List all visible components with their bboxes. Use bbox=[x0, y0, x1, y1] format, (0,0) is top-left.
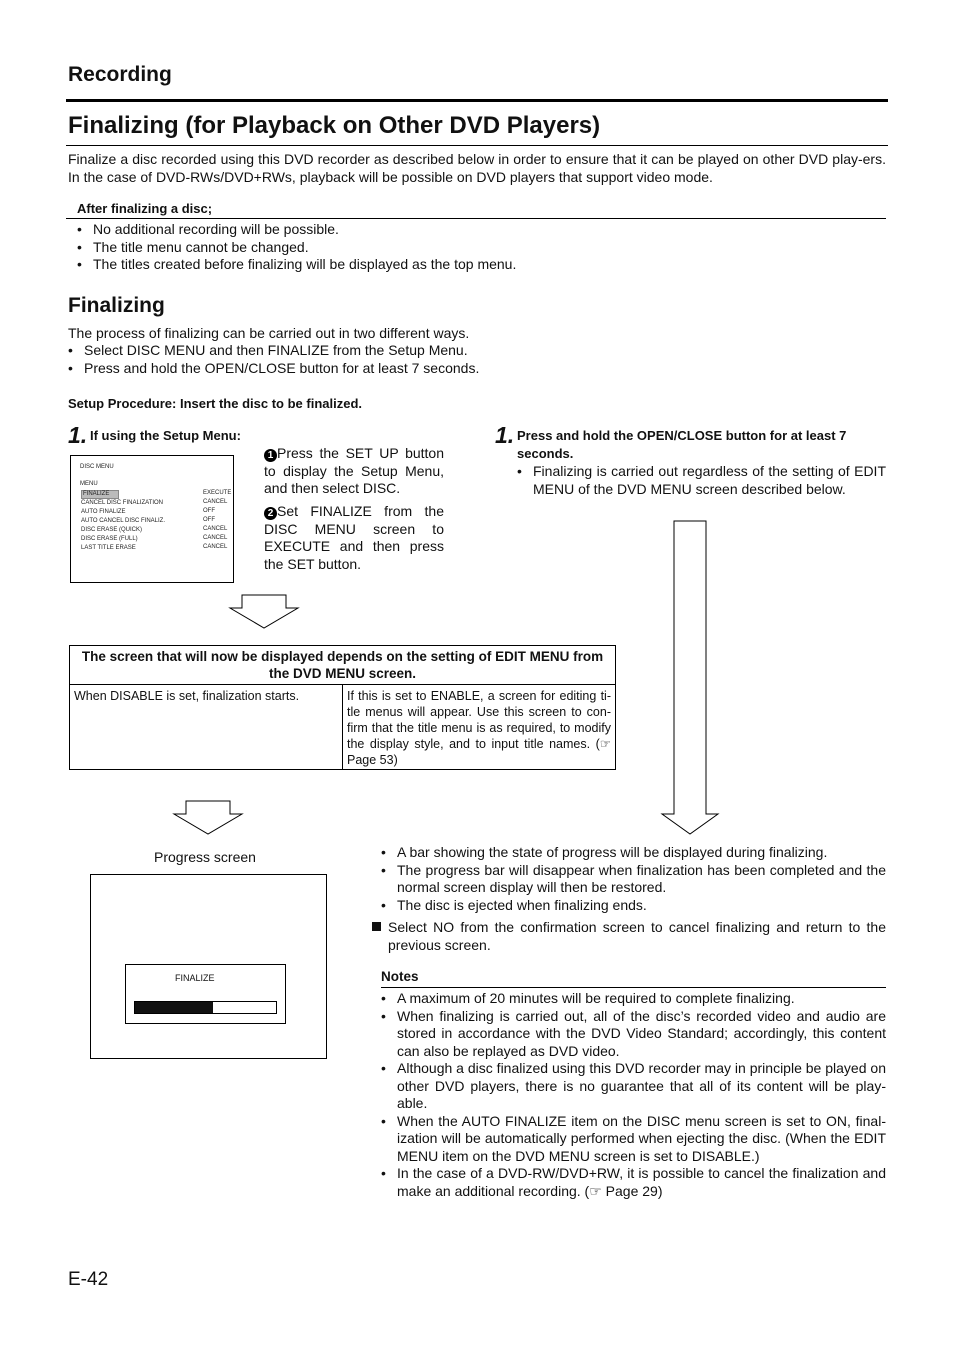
step-number-right: 1. bbox=[495, 422, 515, 448]
edit-menu-enable-cell: If this is set to ENABLE, a screen for editing ti-tle menus will appear. Use this screen to con-firm that the title menu is as required, to modify the display style, and to input title names. (☞ Page 53) bbox=[347, 689, 611, 767]
menu-item: AUTO CANCEL DISC FINALIZ. bbox=[81, 518, 166, 524]
sub-step-1 bbox=[264, 445, 444, 498]
sub-step-2-text: Set FINALIZE from the DISC MENU screen to EXECUTE and then press the SET button. bbox=[264, 503, 444, 572]
down-arrow-icon bbox=[172, 800, 244, 836]
list-item: • Although a disc finalized using this DVD recorder may in principle be played on other DVD players, there is no guarantee that all of its content will be play-able. bbox=[381, 1060, 886, 1113]
section-label: Recording bbox=[68, 63, 172, 86]
setup-procedure-heading: Setup Procedure: Insert the disc to be finalized. bbox=[68, 396, 362, 411]
finalizing-heading: Finalizing bbox=[68, 294, 165, 317]
disc-menu-label: MENU bbox=[80, 481, 98, 487]
progress-bar-fill bbox=[135, 1002, 213, 1013]
table-divider bbox=[342, 685, 343, 769]
progress-info-list bbox=[381, 844, 886, 914]
edit-menu-table-heading: The screen that will now be displayed depends on the setting of EDIT MENU from the DVD MENU screen. bbox=[70, 646, 615, 685]
header-rule bbox=[66, 99, 888, 102]
menu-item: DISC ERASE (QUICK) bbox=[81, 527, 143, 533]
menu-item: DISC ERASE (FULL) bbox=[81, 536, 138, 542]
page-number: E-42 bbox=[68, 1269, 109, 1290]
cancel-note bbox=[372, 919, 886, 954]
notes-heading: Notes bbox=[381, 969, 419, 984]
sub-step-2 bbox=[264, 503, 444, 573]
finalize-dialog-title: FINALIZE bbox=[175, 973, 215, 983]
menu-value: CANCEL bbox=[203, 544, 228, 550]
menu-value: CANCEL bbox=[203, 526, 228, 532]
menu-value: CANCEL bbox=[203, 499, 228, 505]
progress-bar bbox=[134, 1001, 277, 1014]
menu-item: LAST TITLE ERASE bbox=[81, 545, 136, 551]
after-finalizing-rule bbox=[66, 218, 886, 219]
list-item: • A maximum of 20 minutes will be required to complete finalizing. bbox=[381, 990, 886, 1008]
menu-value: OFF bbox=[203, 508, 215, 514]
step-label-right: Press and hold the OPEN/CLOSE button for at least 7 seconds. bbox=[517, 428, 847, 461]
list-item: • When finalizing is carried out, all of the disc’s recorded video and audio are stored in accordance with the DVD Video Standard; accordingly, this content can also be replayed as DVD video. bbox=[381, 1008, 886, 1061]
sub-step-1-text: Press the SET UP button to display the Setup Menu, and then select DISC. bbox=[264, 445, 444, 496]
list-item: • When the AUTO FINALIZE item on the DISC menu screen is set to ON, final-ization will be automatically performed when ejecting the disc. (When the EDIT MENU item on the DVD MENU screen is set to DISABLE.) bbox=[381, 1113, 886, 1166]
list-item: • The titles created before finalizing will be displayed as the top menu. bbox=[77, 256, 877, 274]
menu-item-finalize: FINALIZE bbox=[81, 490, 119, 499]
list-item: • The progress bar will disappear when finalization has been completed and the normal screen display will then be restored. bbox=[381, 862, 886, 897]
square-bullet-icon bbox=[372, 922, 381, 931]
menu-value: CANCEL bbox=[203, 535, 228, 541]
step-right-notes bbox=[517, 463, 886, 498]
progress-screen-label: Progress screen bbox=[154, 849, 256, 865]
disc-menu-title: DISC MENU bbox=[80, 464, 114, 470]
finalizing-methods-list bbox=[68, 342, 479, 377]
list-item: • A bar showing the state of progress will be displayed during finalizing. bbox=[381, 844, 886, 862]
list-item: • Press and hold the OPEN/CLOSE button for at least 7 seconds. bbox=[68, 360, 479, 378]
down-arrow-icon bbox=[228, 594, 300, 630]
notes-list bbox=[381, 990, 886, 1200]
list-item: • Select DISC MENU and then FINALIZE from the Setup Menu. bbox=[68, 342, 479, 360]
disc-menu-screen bbox=[70, 455, 234, 583]
intro-paragraph: Finalize a disc recorded using this DVD recorder as described below in order to ensure that it can be played on other DVD play-ers. In the case of DVD-RWs/DVD+RWs, playback will be possible on DVD players that support video mode. bbox=[68, 151, 886, 185]
list-item: • No additional recording will be possible. bbox=[77, 221, 877, 239]
circled-number-2-icon: 2 bbox=[264, 507, 277, 520]
cancel-note-text: Select NO from the confirmation screen to cancel finalizing and return to the previous screen. bbox=[388, 919, 886, 953]
list-item: • Finalizing is carried out regardless of the setting of EDIT MENU of the DVD MENU screen described below. bbox=[517, 463, 886, 498]
edit-menu-table bbox=[69, 645, 616, 770]
list-item: • The disc is ejected when finalizing ends. bbox=[381, 897, 886, 915]
step-number-left: 1. bbox=[68, 422, 88, 448]
after-finalizing-heading: After finalizing a disc; bbox=[77, 201, 213, 216]
list-item: • The title menu cannot be changed. bbox=[77, 239, 877, 257]
list-item: • In the case of a DVD-RW/DVD+RW, it is possible to cancel the finalization and make an additional recording. (☞ Page 29) bbox=[381, 1165, 886, 1200]
long-down-arrow-icon bbox=[660, 520, 720, 836]
page-title: Finalizing (for Playback on Other DVD Players) bbox=[68, 112, 601, 139]
menu-item: AUTO FINALIZE bbox=[81, 509, 126, 515]
finalizing-text: The process of finalizing can be carried out in two different ways. bbox=[68, 325, 470, 341]
circled-number-1-icon: 1 bbox=[264, 449, 277, 462]
edit-menu-disable-cell: When DISABLE is set, finalization starts. bbox=[74, 689, 300, 703]
step-label-left: If using the Setup Menu: bbox=[90, 428, 241, 443]
notes-rule bbox=[381, 987, 886, 988]
progress-screen bbox=[90, 874, 327, 1059]
menu-item: CANCEL DISC FINALIZATION bbox=[81, 500, 164, 506]
after-finalizing-list bbox=[77, 221, 877, 274]
title-rule bbox=[66, 145, 888, 146]
menu-value: OFF bbox=[203, 517, 215, 523]
menu-value: EXECUTE bbox=[203, 490, 232, 496]
finalize-dialog bbox=[125, 964, 286, 1024]
